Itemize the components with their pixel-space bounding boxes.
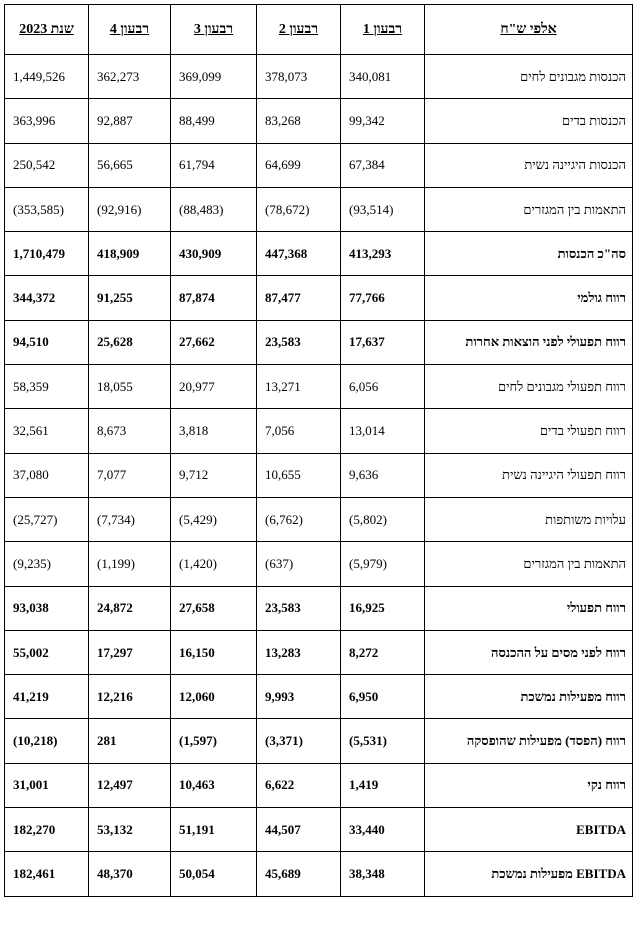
row-value: (1,199) (89, 542, 171, 586)
financial-table-container (4, 4, 633, 897)
row-label: רווח תפעולי מגבונים לחים (425, 365, 633, 409)
row-value: (92,916) (89, 187, 171, 231)
row-value: (5,802) (341, 497, 425, 541)
row-value: 58,359 (5, 365, 89, 409)
row-value: (5,531) (341, 719, 425, 763)
row-label: רווח תפעולי (425, 586, 633, 630)
row-value: (78,672) (257, 187, 341, 231)
row-label: רווח תפעולי לפני הוצאות אחרות (425, 320, 633, 364)
row-value: 1,710,479 (5, 232, 89, 276)
row-value: 37,080 (5, 453, 89, 497)
table-row (5, 276, 633, 320)
table-row (5, 852, 633, 896)
row-value: 3,818 (171, 409, 257, 453)
row-value: 87,874 (171, 276, 257, 320)
row-value: 182,461 (5, 852, 89, 896)
row-value: 67,384 (341, 143, 425, 187)
table-row (5, 453, 633, 497)
row-value: 413,293 (341, 232, 425, 276)
row-value: 83,268 (257, 99, 341, 143)
row-label: סה"כ הכנסות (425, 232, 633, 276)
row-value: 48,370 (89, 852, 171, 896)
row-value: 88,499 (171, 99, 257, 143)
row-value: 17,637 (341, 320, 425, 364)
row-value: (88,483) (171, 187, 257, 231)
row-value: 41,219 (5, 675, 89, 719)
row-value: 12,216 (89, 675, 171, 719)
row-value: 363,996 (5, 99, 89, 143)
row-value: 87,477 (257, 276, 341, 320)
table-row (5, 808, 633, 852)
table-row (5, 99, 633, 143)
row-value: 91,255 (89, 276, 171, 320)
row-value: 9,712 (171, 453, 257, 497)
row-value: (10,218) (5, 719, 89, 763)
table-row (5, 719, 633, 763)
row-value: 13,283 (257, 630, 341, 674)
row-value: 27,662 (171, 320, 257, 364)
row-value: 44,507 (257, 808, 341, 852)
row-value: 23,583 (257, 320, 341, 364)
row-value: (3,371) (257, 719, 341, 763)
row-label: עלויות משותפות (425, 497, 633, 541)
row-value: 9,993 (257, 675, 341, 719)
row-label: רווח תפעולי היגיינה נשית (425, 453, 633, 497)
row-value: 7,077 (89, 453, 171, 497)
row-value: (353,585) (5, 187, 89, 231)
row-value: 418,909 (89, 232, 171, 276)
row-value: 45,689 (257, 852, 341, 896)
header-year: שנת 2023 (5, 5, 89, 55)
row-value: (25,727) (5, 497, 89, 541)
row-value: (1,597) (171, 719, 257, 763)
row-label: רווח תפעולי בדים (425, 409, 633, 453)
header-q3: רבעון 3 (171, 5, 257, 55)
row-value: 10,463 (171, 763, 257, 807)
row-value: 344,372 (5, 276, 89, 320)
row-label: EBITDA (425, 808, 633, 852)
row-value: 20,977 (171, 365, 257, 409)
row-value: (9,235) (5, 542, 89, 586)
row-value: 50,054 (171, 852, 257, 896)
row-label: הכנסות מגבונים לחים (425, 55, 633, 99)
row-value: 64,699 (257, 143, 341, 187)
row-value: 9,636 (341, 453, 425, 497)
table-row (5, 630, 633, 674)
header-label: אלפי ש"ח (425, 5, 633, 55)
row-label: EBITDA מפעילות נמשכת (425, 852, 633, 896)
row-value: 281 (89, 719, 171, 763)
row-value: 1,419 (341, 763, 425, 807)
row-value: 92,887 (89, 99, 171, 143)
row-value: 61,794 (171, 143, 257, 187)
row-value: 378,073 (257, 55, 341, 99)
row-value: 94,510 (5, 320, 89, 364)
row-value: 17,297 (89, 630, 171, 674)
row-value: (5,429) (171, 497, 257, 541)
row-label: הכנסות בדים (425, 99, 633, 143)
row-value: 56,665 (89, 143, 171, 187)
table-row (5, 542, 633, 586)
row-label: רווח (הפסד) מפעילות שהופסקה (425, 719, 633, 763)
row-value: 55,002 (5, 630, 89, 674)
row-value: (637) (257, 542, 341, 586)
row-value: 24,872 (89, 586, 171, 630)
row-value: 447,368 (257, 232, 341, 276)
table-row (5, 409, 633, 453)
table-row (5, 143, 633, 187)
row-value: (1,420) (171, 542, 257, 586)
row-label: רווח לפני מסים על ההכנסה (425, 630, 633, 674)
row-value: 8,272 (341, 630, 425, 674)
row-value: 18,055 (89, 365, 171, 409)
row-value: 99,342 (341, 99, 425, 143)
row-value: 13,014 (341, 409, 425, 453)
row-label: רווח גולמי (425, 276, 633, 320)
row-value: 362,273 (89, 55, 171, 99)
financial-table (4, 4, 633, 897)
table-row (5, 55, 633, 99)
row-value: 12,060 (171, 675, 257, 719)
row-value: 32,561 (5, 409, 89, 453)
row-label: התאמות בין המגזרים (425, 187, 633, 231)
row-value: 53,132 (89, 808, 171, 852)
row-value: 33,440 (341, 808, 425, 852)
header-q4: רבעון 4 (89, 5, 171, 55)
row-value: 51,191 (171, 808, 257, 852)
row-value: (93,514) (341, 187, 425, 231)
header-q2: רבעון 2 (257, 5, 341, 55)
row-value: 340,081 (341, 55, 425, 99)
row-value: 7,056 (257, 409, 341, 453)
table-row (5, 365, 633, 409)
row-value: 93,038 (5, 586, 89, 630)
row-value: 6,056 (341, 365, 425, 409)
header-q1: רבעון 1 (341, 5, 425, 55)
row-label: רווח נקי (425, 763, 633, 807)
row-label: הכנסות היגיינה נשית (425, 143, 633, 187)
table-row (5, 320, 633, 364)
row-value: 10,655 (257, 453, 341, 497)
row-value: (5,979) (341, 542, 425, 586)
table-row (5, 763, 633, 807)
row-value: 6,950 (341, 675, 425, 719)
table-row (5, 232, 633, 276)
row-value: 16,150 (171, 630, 257, 674)
table-row (5, 187, 633, 231)
row-label: רווח מפעילות נמשכת (425, 675, 633, 719)
row-value: 8,673 (89, 409, 171, 453)
row-value: 38,348 (341, 852, 425, 896)
row-value: 1,449,526 (5, 55, 89, 99)
row-value: 27,658 (171, 586, 257, 630)
row-label: התאמות בין המגזרים (425, 542, 633, 586)
row-value: 31,001 (5, 763, 89, 807)
row-value: 182,270 (5, 808, 89, 852)
table-row (5, 675, 633, 719)
row-value: 6,622 (257, 763, 341, 807)
table-row (5, 586, 633, 630)
row-value: 25,628 (89, 320, 171, 364)
header-row (5, 5, 633, 55)
row-value: 369,099 (171, 55, 257, 99)
row-value: 430,909 (171, 232, 257, 276)
row-value: (7,734) (89, 497, 171, 541)
row-value: (6,762) (257, 497, 341, 541)
row-value: 12,497 (89, 763, 171, 807)
row-value: 250,542 (5, 143, 89, 187)
table-row (5, 497, 633, 541)
row-value: 13,271 (257, 365, 341, 409)
row-value: 16,925 (341, 586, 425, 630)
row-value: 77,766 (341, 276, 425, 320)
row-value: 23,583 (257, 586, 341, 630)
